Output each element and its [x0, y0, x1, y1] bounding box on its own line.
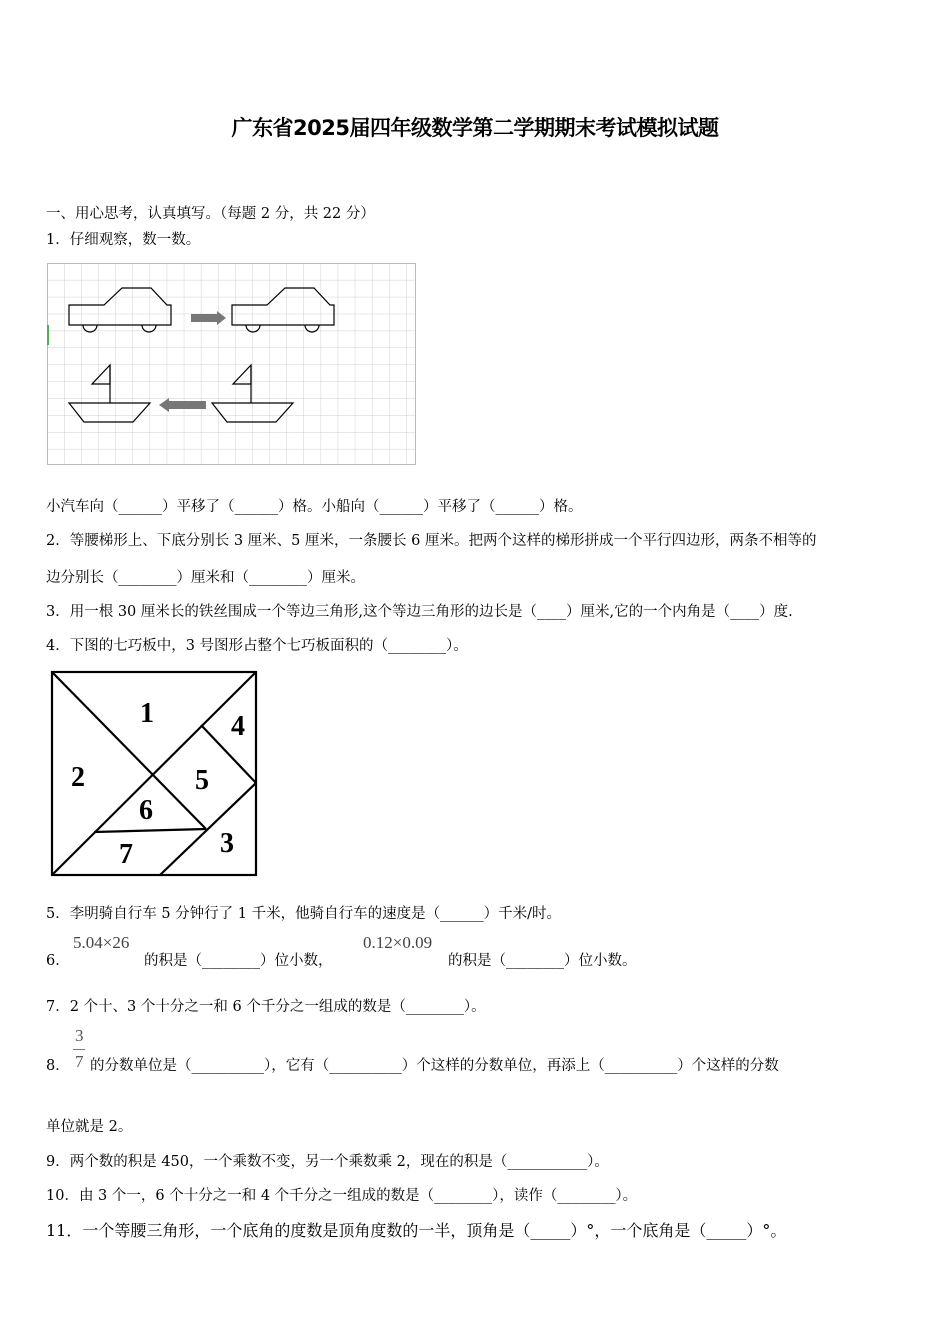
question-10: 10．由 3 个一，6 个十分之一和 4 个千分之一组成的数是（________），读作（________）。: [46, 1188, 638, 1204]
grid-background: [48, 264, 416, 465]
question-2-line-1: 2．等腰梯形上、下底分别长 3 厘米、5 厘米，一条腰长 6 厘米。把两个这样的梯形拼成一个平行四边形，两条不相等的: [46, 533, 817, 549]
question-11: 11．一个等腰三角形，一个底角的度数是顶角度数的一半，顶角是（_____）°，一个底角是（_____）°。: [46, 1221, 787, 1240]
question-6-expression-1: 5.04×26: [73, 933, 130, 952]
question-6-middle: 的积是（________）位小数，: [144, 953, 333, 969]
question-1-label: 1．仔细观察，数一数。: [46, 232, 201, 248]
question-8-text: 的分数单位是（__________），它有（__________）个这样的分数单位，再添上（__________）个这样的分数: [90, 1058, 779, 1074]
question-1-answer: 小汽车向（______）平移了（______）格。小船向（______）平移了（______）格。: [46, 499, 583, 515]
fraction-bar: [73, 1049, 85, 1050]
piece-label: 1: [140, 698, 154, 729]
question-2-line-2: 边分别长（________）厘米和（________）厘米。: [46, 570, 365, 586]
section-heading: 一、用心思考，认真填写。（每题 2 分，共 22 分）: [46, 206, 375, 222]
tangram-figure: [49, 669, 259, 879]
question-7: 7．2 个十、3 个十分之一和 6 个千分之一组成的数是（________）。: [46, 999, 486, 1015]
piece-label: 4: [231, 711, 245, 742]
piece-label: 3: [220, 828, 234, 859]
question-3: 3．用一根 30 厘米长的铁丝围成一个等边三角形,这个等边三角形的边长是（____）厘米,它的一个内角是（____）度.: [46, 604, 793, 620]
piece-label: 2: [71, 762, 85, 793]
page-title: 广东省2025届四年级数学第二学期期末考试模拟试题: [231, 116, 719, 140]
question-6-end: 的积是（________）位小数。: [448, 953, 637, 969]
piece-label: 5: [195, 765, 209, 796]
translation-grid-figure: [47, 263, 417, 467]
question-8-number: 8．: [46, 1058, 70, 1074]
fraction-denominator: 7: [75, 1052, 84, 1071]
question-9: 9．两个数的积是 450，一个乘数不变，另一个乘数乘 2，现在的积是（___________）。: [46, 1154, 609, 1170]
question-6-expression-2: 0.12×0.09: [363, 933, 433, 952]
question-8-continuation: 单位就是 2。: [46, 1119, 133, 1135]
question-5: 5．李明骑自行车 5 分钟行了 1 千米，他骑自行车的速度是（______）千米/时。: [46, 906, 561, 922]
piece-label: 6: [139, 795, 153, 826]
question-4: 4．下图的七巧板中，3 号图形占整个七巧板面积的（________）。: [46, 638, 468, 654]
question-6-number: 6．: [46, 953, 70, 969]
fraction-numerator: 3: [75, 1026, 84, 1045]
piece-label: 7: [119, 839, 133, 870]
